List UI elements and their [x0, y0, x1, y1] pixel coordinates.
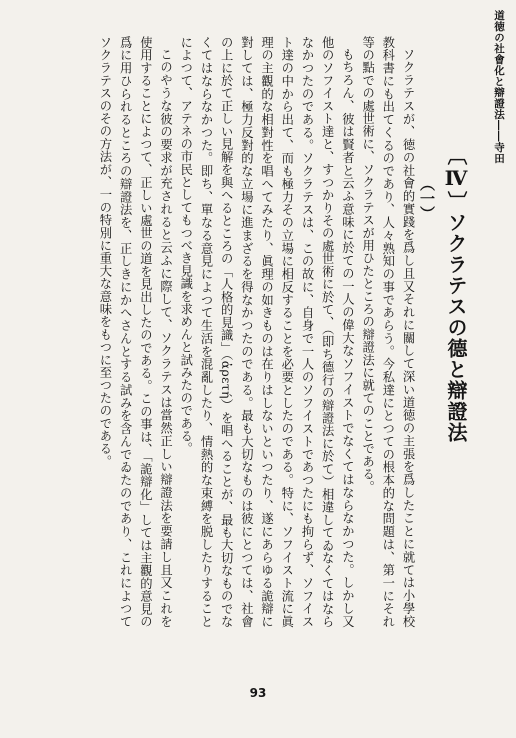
paragraph: もちろん、彼は賢者と云ふ意味に於ての一人の偉大なソフイストでなくてはならなかつた。しかし又他のソフイスト達と、すつかりその處世術に於て、（即ち德行の辯證法に於て）相違してゐなくてはならなかつたのである。ソクラテスは、この故に、自身で一人のソフイストであつたにも拘らず、ソフイスト達の中から出て、而も極力その立場に相反することを必要としたのである。特に、ソフイスト流に眞理の主觀的な相對性を唱へてみたり、眞理の如きものは在りはしないといつたり、遂にあらゆる詭辯に對しては、極力反對的な立場に進まざるを得なかつたのである。最も大切なものは彼にとつては、社會の上に於て正しい見解を與へるところの「人格的見識」（ἀρετή）を唱へることが、最も大切なものでなくてはならなかつた。即ち、單なる意見によつて生活を混亂したり、情熱的な束縛を脱したりすることによつて、アテネの市民としてもつべき見識を求めんと試みたのである。: [178, 36, 355, 628]
section-number: （一）: [418, 176, 436, 221]
page-number: 93: [249, 686, 267, 700]
body-text: [26, 36, 418, 628]
running-head: 道徳の社會化と辯證法――寺田: [493, 10, 505, 164]
paragraph: このやうな彼の要求が充されると云ふに際して、ソクラテスは當然正しい辯證法を要請し且又これを使用することによつて、正しい處世の道を見出したのである。この事は、「詭辯化」しては主觀的意見の爲に用ひられるところの辯證法を、正しきにかへさんとする試みを含んでゐたのであり、これによつてソクラテスのその方法が、一の特別に重大な意味をもつに至つたのである。: [97, 36, 173, 628]
paragraph: ソクラテスが、徳の社會的實踐を爲し且又それに關して深い道徳の主張を爲したことに就ては小學校教科書にも出てくるのであり、人々熟知の事であらう。今私達にとつての根本的な問題は、第一にそれ等の點での處世術に、ソクラテスが用ひたところの辯證法に就てのことである。: [360, 36, 415, 628]
chapter-title: 〔Ⅳ〕ソクラテスの德と辯證法: [444, 145, 468, 443]
